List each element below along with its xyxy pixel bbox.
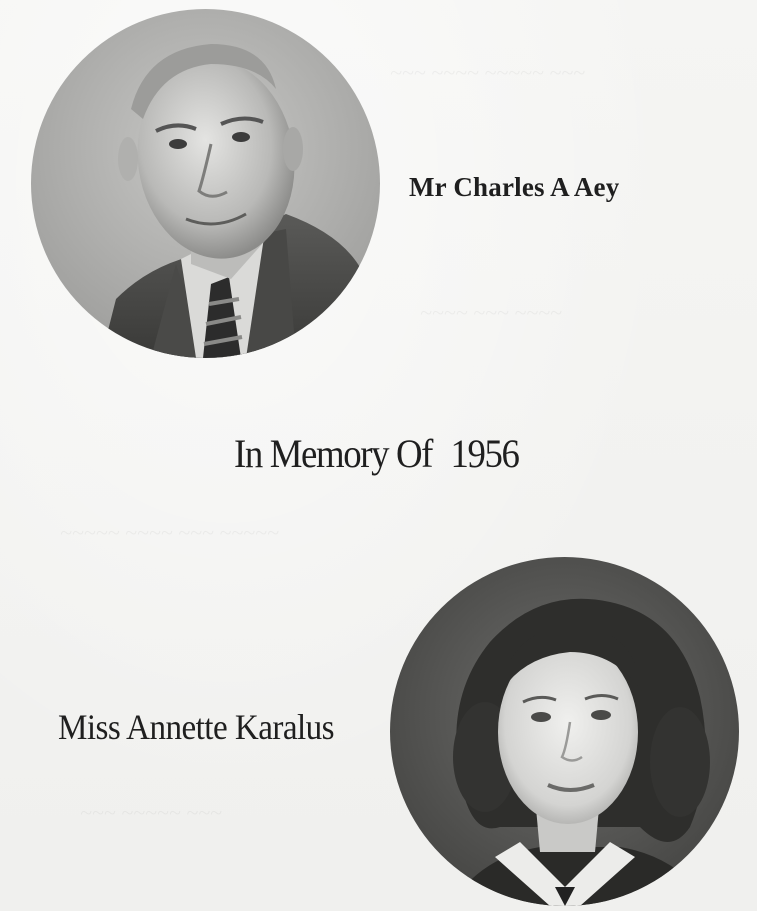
memorial-title-text: In Memory Of bbox=[234, 431, 433, 476]
bleed-through-texture bbox=[420, 300, 562, 326]
bleed-through-texture bbox=[390, 60, 585, 86]
annette-karalus-portrait bbox=[390, 557, 739, 906]
bleed-through-texture bbox=[80, 800, 222, 826]
memorial-title bbox=[234, 430, 519, 477]
bleed-through-texture bbox=[60, 520, 279, 546]
charles-aey-name: Mr Charles A Aey bbox=[409, 172, 620, 202]
woman-portrait-photo bbox=[390, 557, 739, 906]
annette-karalus-name: Miss Annette Karalus bbox=[58, 707, 334, 747]
memorial-year: 1956 bbox=[450, 431, 519, 476]
charles-aey-portrait bbox=[31, 9, 380, 358]
man-portrait-photo bbox=[31, 9, 380, 358]
